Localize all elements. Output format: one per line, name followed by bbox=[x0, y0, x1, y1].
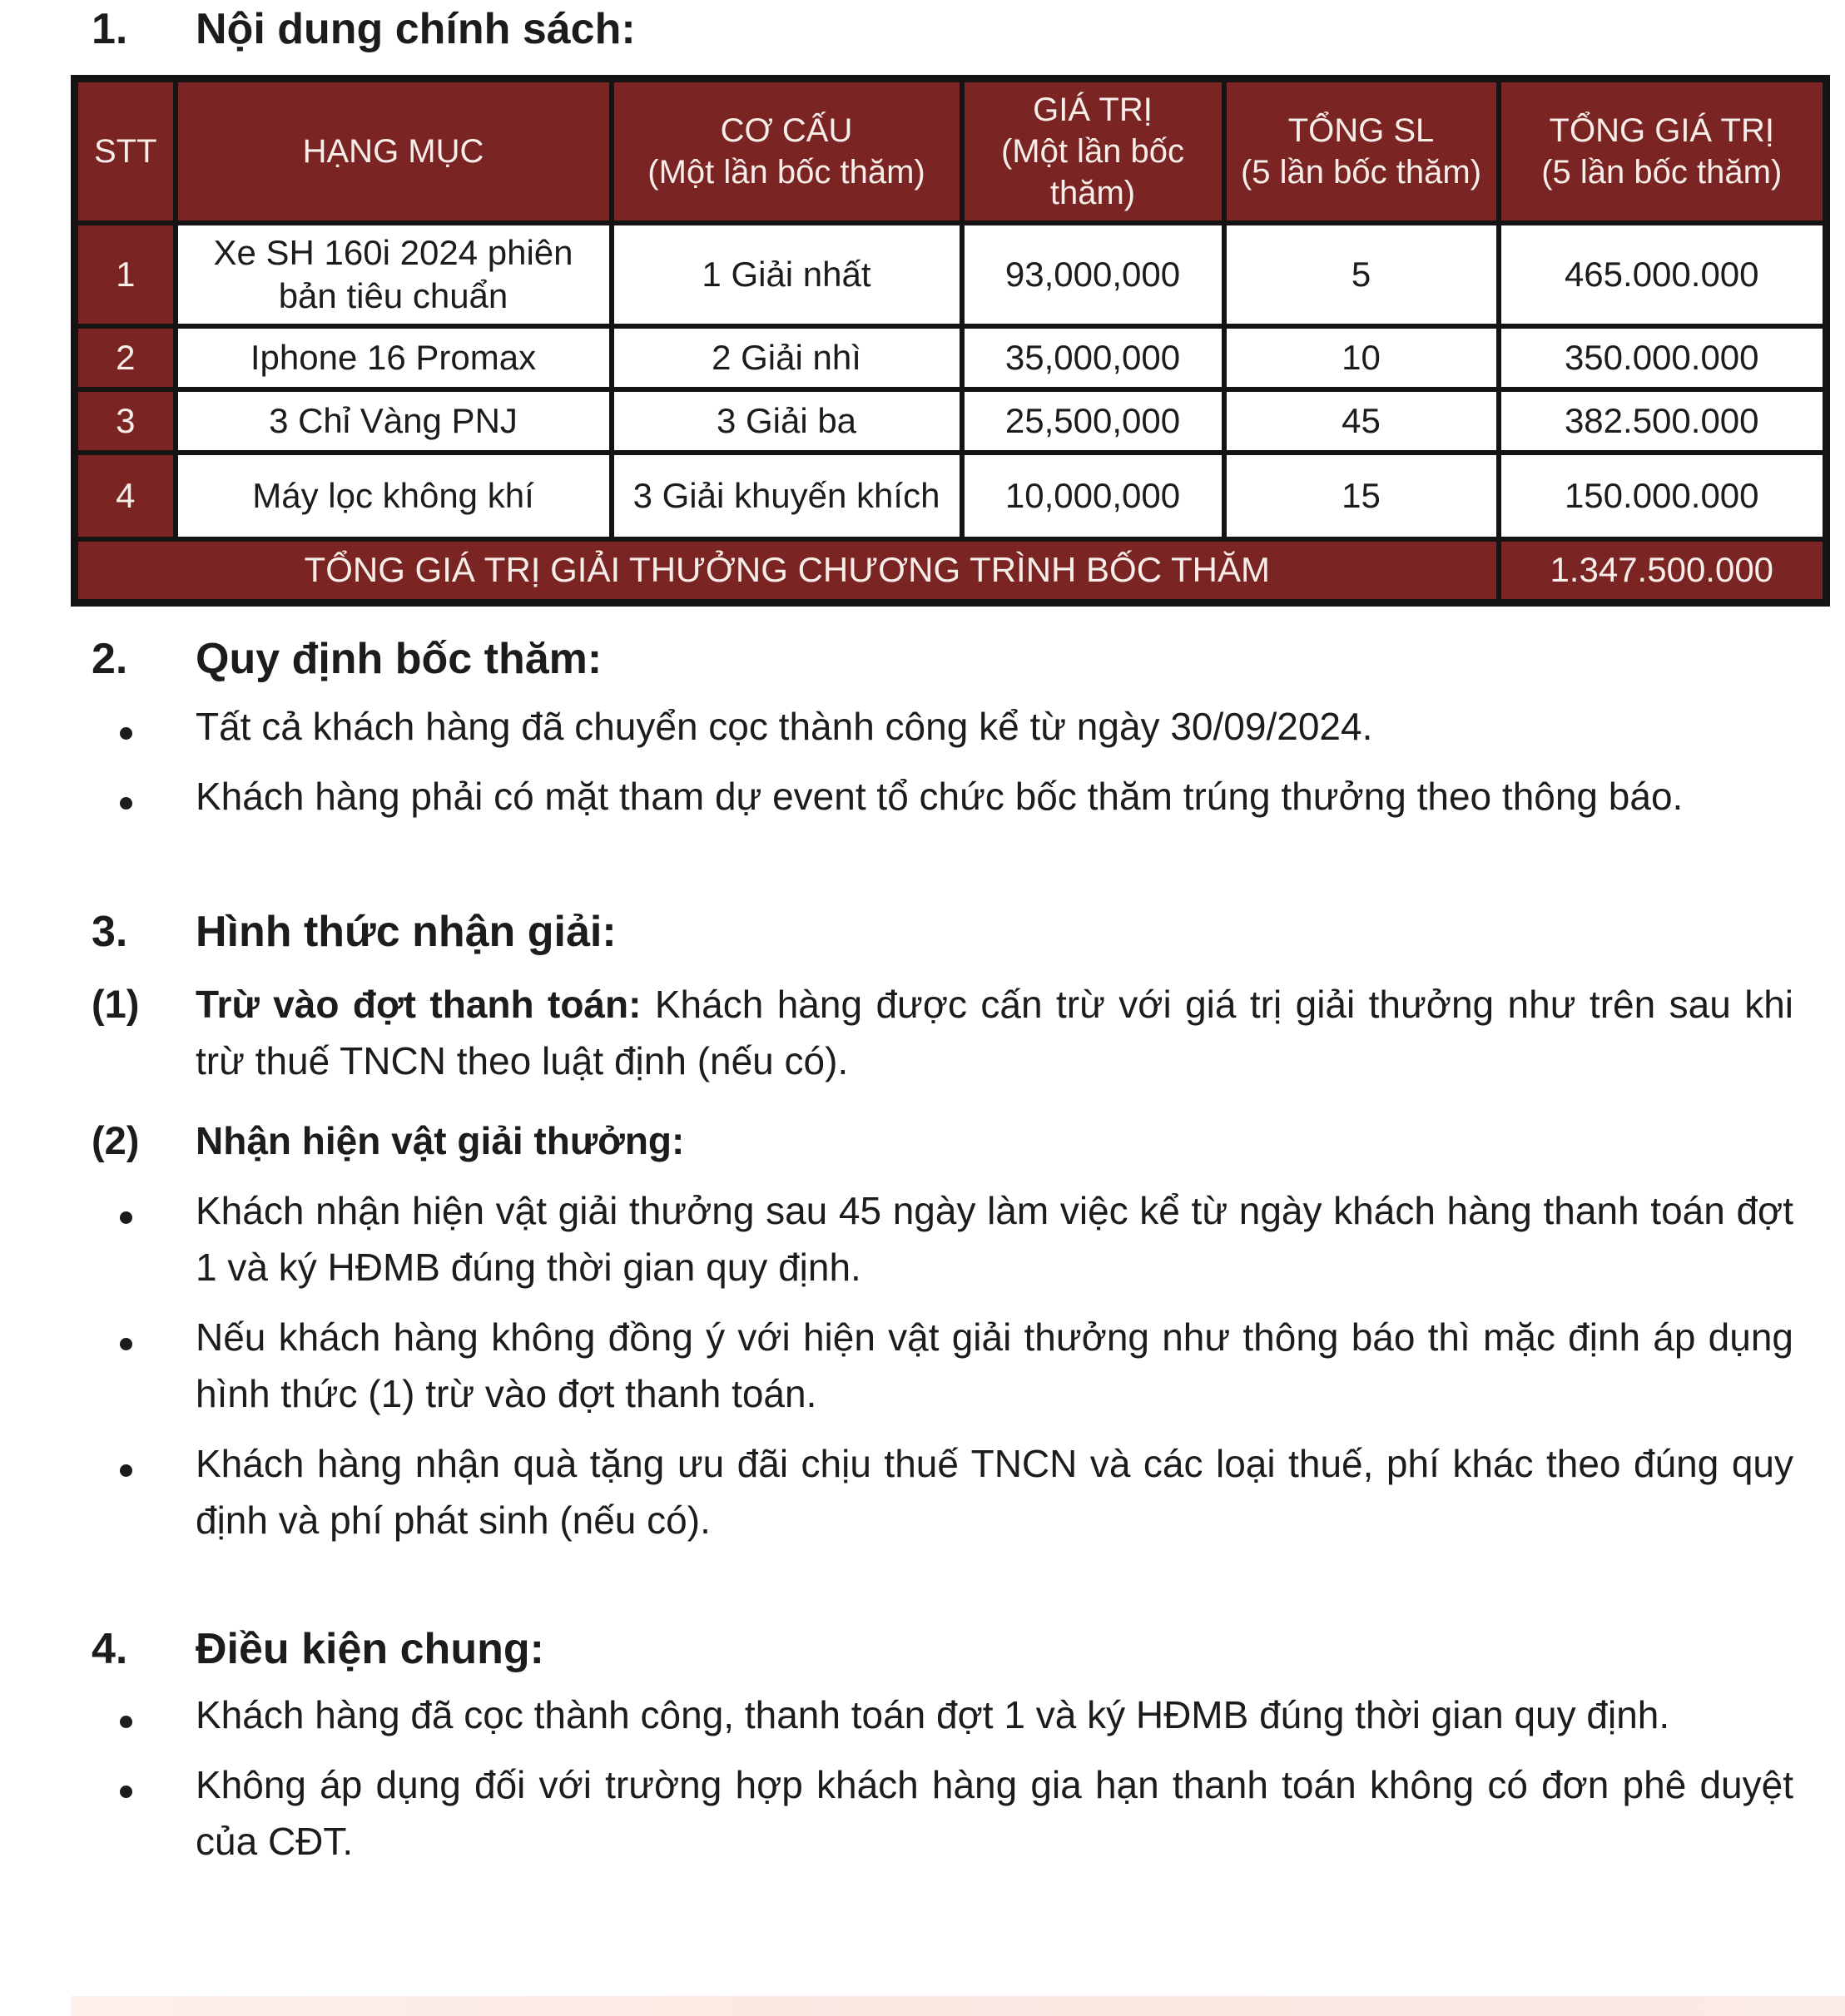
section3-number: 3. bbox=[92, 907, 128, 956]
total-value: 1.347.500.000 bbox=[1499, 539, 1827, 602]
section1-title: Nội dung chính sách: bbox=[196, 5, 636, 53]
cell-co-cau: 3 Giải ba bbox=[612, 389, 962, 453]
table-row bbox=[75, 453, 1827, 539]
bullet-text: Khách nhận hiện vật giải thưởng sau 45 ngày làm việc kể từ ngày khách hàng thanh toán đợt 1 và ký HĐMB đúng thời gian quy định. bbox=[196, 1188, 1793, 1289]
cell-co-cau: 3 Giải khuyến khích bbox=[612, 453, 962, 539]
list-item bbox=[71, 698, 1793, 755]
section2-number: 2. bbox=[92, 634, 128, 683]
section4-heading bbox=[71, 1625, 1793, 1673]
cell-tong-gia-tri: 150.000.000 bbox=[1499, 453, 1827, 539]
section1-heading bbox=[71, 5, 1793, 53]
cell-gia-tri: 35,000,000 bbox=[962, 326, 1224, 389]
col-header-hang-muc: HẠNG MỤC bbox=[176, 79, 612, 224]
list-item bbox=[71, 768, 1793, 825]
bullet-text: Khách hàng phải có mặt tham dự event tổ chức bốc thăm trúng thưởng theo thông báo. bbox=[196, 774, 1684, 818]
bullet-text: Nếu khách hàng không đồng ý với hiện vật giải thưởng như thông báo thì mặc định áp dụng hình thức (1) trừ vào đợt thanh toán. bbox=[196, 1315, 1793, 1415]
section3-heading bbox=[71, 908, 1793, 956]
cell-tong-gia-tri: 382.500.000 bbox=[1499, 389, 1827, 453]
item-marker: (1) bbox=[92, 981, 140, 1026]
table-header-row bbox=[75, 79, 1827, 224]
cell-stt: 3 bbox=[75, 389, 176, 453]
cell-tong-gia-tri: 465.000.000 bbox=[1499, 223, 1827, 326]
bottom-strip-decoration bbox=[71, 1996, 1845, 2016]
cell-co-cau: 1 Giải nhất bbox=[612, 223, 962, 326]
cell-tong-sl: 5 bbox=[1224, 223, 1499, 326]
bullet-icon bbox=[120, 1786, 132, 1798]
item-text: Trừ vào đợt thanh toán: Khách hàng được cấn trừ với giá trị giải thưởng như trên sau khi trừ thuế TNCN theo luật định (nếu có). bbox=[196, 982, 1793, 1082]
cell-stt: 2 bbox=[75, 326, 176, 389]
list-item bbox=[71, 1309, 1793, 1422]
bullet-icon bbox=[120, 1338, 132, 1350]
bullet-text: Tất cả khách hàng đã chuyển cọc thành công kể từ ngày 30/09/2024. bbox=[196, 704, 1373, 748]
bullet-icon bbox=[120, 1211, 132, 1224]
section2-heading bbox=[71, 635, 1793, 683]
bullet-text: Khách hàng đã cọc thành công, thanh toán đợt 1 và ký HĐMB đúng thời gian quy định. bbox=[196, 1692, 1670, 1736]
method-item-2 bbox=[71, 1112, 1793, 1169]
bullet-icon bbox=[120, 1716, 132, 1728]
cell-stt: 4 bbox=[75, 453, 176, 539]
list-item bbox=[71, 1687, 1793, 1743]
cell-co-cau: 2 Giải nhì bbox=[612, 326, 962, 389]
col-header-stt: STT bbox=[75, 79, 176, 224]
list-item bbox=[71, 1182, 1793, 1295]
list-item bbox=[71, 1756, 1793, 1870]
table-total-row bbox=[75, 539, 1827, 602]
col-header-tong-gia-tri: TỔNG GIÁ TRỊ (5 lần bốc thăm) bbox=[1499, 79, 1827, 224]
cell-stt: 1 bbox=[75, 223, 176, 326]
cell-tong-sl: 10 bbox=[1224, 326, 1499, 389]
item-lead: Nhận hiện vật giải thưởng: bbox=[196, 1118, 685, 1162]
method-item-1 bbox=[71, 976, 1793, 1089]
item-lead: Trừ vào đợt thanh toán: bbox=[196, 982, 642, 1026]
section4-title: Điều kiện chung: bbox=[196, 1624, 544, 1673]
section2-title: Quy định bốc thăm: bbox=[196, 634, 603, 683]
cell-gia-tri: 10,000,000 bbox=[962, 453, 1224, 539]
cell-gia-tri: 93,000,000 bbox=[962, 223, 1224, 326]
total-label: TỔNG GIÁ TRỊ GIẢI THƯỞNG CHƯƠNG TRÌNH BỐC THĂM bbox=[75, 539, 1499, 602]
col-header-co-cau: CƠ CẤU (Một lần bốc thăm) bbox=[612, 79, 962, 224]
section3-title: Hình thức nhận giải: bbox=[196, 907, 617, 956]
cell-hang-muc: Iphone 16 Promax bbox=[176, 326, 612, 389]
col-header-tong-sl: TỔNG SL (5 lần bốc thăm) bbox=[1224, 79, 1499, 224]
table-row bbox=[75, 223, 1827, 326]
list-item bbox=[71, 1435, 1793, 1548]
bullet-text: Không áp dụng đối với trường hợp khách hàng gia hạn thanh toán không có đơn phê duyệt của CĐT. bbox=[196, 1762, 1793, 1863]
cell-hang-muc: Máy lọc không khí bbox=[176, 453, 612, 539]
cell-hang-muc: 3 Chỉ Vàng PNJ bbox=[176, 389, 612, 453]
table-row bbox=[75, 326, 1827, 389]
col-header-gia-tri: GIÁ TRỊ (Một lần bốc thăm) bbox=[962, 79, 1224, 224]
cell-gia-tri: 25,500,000 bbox=[962, 389, 1224, 453]
bullet-icon bbox=[120, 797, 132, 810]
cell-tong-gia-tri: 350.000.000 bbox=[1499, 326, 1827, 389]
cell-tong-sl: 15 bbox=[1224, 453, 1499, 539]
table-row bbox=[75, 389, 1827, 453]
bullet-text: Khách hàng nhận quà tặng ưu đãi chịu thuế TNCN và các loại thuế, phí khác theo đúng quy định và phí phát sinh (nếu có). bbox=[196, 1441, 1793, 1542]
cell-tong-sl: 45 bbox=[1224, 389, 1499, 453]
cell-hang-muc: Xe SH 160i 2024 phiên bản tiêu chuẩn bbox=[176, 223, 612, 326]
prize-table bbox=[71, 75, 1830, 607]
section4-number: 4. bbox=[92, 1624, 128, 1673]
section1-number: 1. bbox=[92, 5, 128, 53]
bullet-icon bbox=[120, 1464, 132, 1477]
item-marker: (2) bbox=[92, 1117, 140, 1162]
bullet-icon bbox=[120, 727, 132, 740]
